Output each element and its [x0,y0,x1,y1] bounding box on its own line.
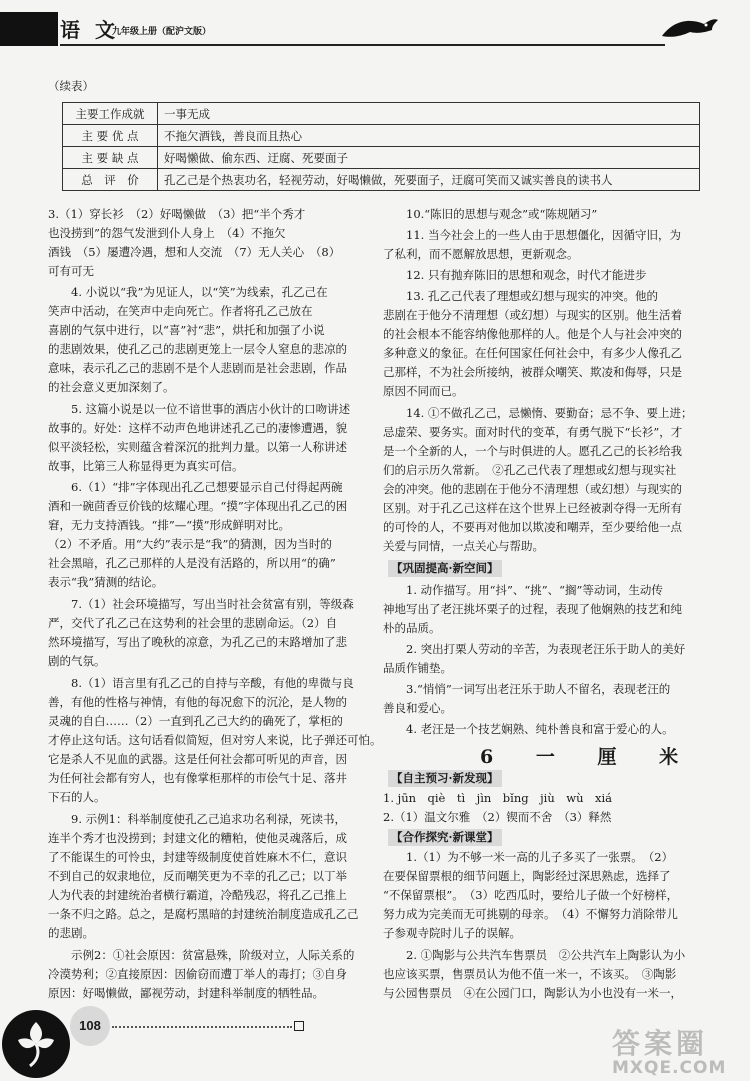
footer-square-icon [294,1021,304,1031]
answer-line: 8.（1）语言里有孔乙己的自持与辛酸，有他的卑微与良 [48,676,354,690]
answer-line: 2. ①陶影与公共汽车售票员 ②公共汽车上陶影认为小 [383,948,686,962]
answer-line: 似平淡轻松，实则蕴含着深沉的批判力量。以第一人称讲述 [48,440,347,454]
table-label-cell: 主要工作成就 [63,103,158,125]
header-black-block [0,12,58,46]
answer-line: 悲剧在于他分不清理想（或幻想）与现实的区别。他生活着 [383,308,682,322]
chapter-title: 6 一 厘 米 [480,746,697,768]
answer-line: 们的启示历久常新。 ②孔乙己代表了理想或幻想与现实社 [383,463,677,477]
table-value-cell: 不拖欠酒钱，善良而且热心 [158,125,700,147]
subject-title: 语 文 [60,18,119,42]
answer-line: “不保留票根”。 （3）吃西瓜时，要给儿子做一个好榜样， [383,888,679,902]
answer-line: 了私利，而不愿解放思想，更新观念。 [383,247,579,261]
table-label-cell: 总 评 价 [63,169,158,191]
answer-line: 14. ①不做孔乙己，忌懒惰、要勤奋；忌不争、要上进； [383,406,693,420]
answer-line: 努力成为完美而无可挑剔的母亲。 （4）不懈努力消除带儿 [383,907,678,921]
answer-line: 关爱与同情，一点关心与帮助。 [383,539,544,553]
answer-line: 3.“悄悄”一词写出老汪乐于助人不留名，表现老汪的 [383,682,671,696]
table-label-cell: 主 要 优 点 [63,125,158,147]
answer-line: 子参观寺院时儿子的误解。 [383,926,521,940]
header-rule [60,44,665,46]
answer-line: 善，有他的性格与神情，有他的每况愈下的沉沦，是人物的 [48,695,347,709]
continued-label: （续表） [48,79,94,93]
answer-line: 善良和爱心。 [383,701,452,715]
table-value-cell: 孔乙己是个热衷功名，轻视劳动，好喝懒做，死要面子，迂腐可笑而又诚实善良的读书人 [158,169,700,191]
answer-line: 9. 示例1：科举制度使孔乙己追求功名利禄，死读书， [48,812,346,826]
answer-line: 与公园售票员 ④在公园门口，陶影认为小也没有一米一， [383,986,682,1000]
evaluation-table [62,102,700,191]
table-row [63,169,700,191]
answer-line: 的社会意义更加深刻了。 [48,380,175,394]
answer-line: 品质作铺垫。 [383,661,452,675]
answer-line: 示例2：①社会原因：贫富悬殊，阶级对立，人际关系的 [48,948,355,962]
answer-line: 可有可无 [48,264,94,278]
answer-line: 也没捞到”的怨气发泄到仆人身上 （4）不拖欠 [48,226,286,240]
answer-line: 会的冲突。他的悲剧在于他分不清理想（或幻想）与现实的 [383,482,682,496]
answer-line: 故事，比第三人称显得更为真实可信。 [48,459,244,473]
answer-line: 笑声中活动，在笑声中走向死亡。作者将孔乙己放在 [48,304,313,318]
answer-line: 区别。对于孔乙己这样在这个世界上已经被剥夺得一无所有 [383,501,682,515]
footer-dotted-rule [112,1026,292,1028]
answer-line: 了不能谋生的可怜虫，封建等级制度使首姓麻木不仁，意识 [48,850,347,864]
answer-line: 窘，无力支持酒钱。“排”—“摸”形成鲜明对比。 [48,518,291,532]
flower-decoration-icon [0,1000,80,1081]
answer-line: 酒钱 （5）屡遭冷遇，想和人交流 （7）无人关心 （8） [48,245,341,259]
answer-line: 也应该买票，售票员认为他不值一米一，不该买。 ③陶影 [383,967,677,981]
section-heading: 【巩固提高·新空间】 [388,560,502,577]
answer-line: 然环境描写，写出了晚秋的凉意，为孔乙己的末路增加了悲 [48,635,347,649]
answer-line: 12. 只有抛弃陈旧的思想和观念，时代才能进步 [383,268,647,282]
answer-line: 忌虚荣、要务实。面对时代的变革，有勇气脱下“长衫”，才 [383,425,683,439]
answer-line: 它是杀人不见血的武器。这是任何社会都可听见的声音，因 [48,752,347,766]
table-value-cell: 一事无成 [158,103,700,125]
answer-line: 不到自己的奴隶地位，反而嘲笑更为不幸的孔乙己；以丁举 [48,869,347,883]
answer-line: 社会黑暗，孔乙己那样的人是没有活路的，所以用“的确” [48,556,336,570]
answer-line: 4. 老汪是一个技艺娴熟、纯朴善良和富于爱心的人。 [383,722,674,736]
answer-line: 原因：好喝懒做，鄙视劳动，封建科举制度的牺牲品。 [48,986,324,1000]
answer-line: 是一个全新的人，一个与时俱进的人。愿孔乙己的长衫给我 [383,444,682,458]
answer-line: 喜剧的气氛中进行，以“喜”衬“悲”，烘托和加强了小说 [48,323,325,337]
answer-line: 灵魂的自白……（2）一直到孔乙己大约的确死了，掌柜的 [48,714,343,728]
page-header [0,0,750,58]
answer-line: 6.（1）“排”字体现出孔乙己想要显示自己付得起两碗 [48,480,343,494]
answer-line: 表示“我”猜测的结论。 [48,575,164,589]
answer-line: 故事的。好处：这样不动声色地讲述孔乙己的凄惨遭遇，貌 [48,421,347,435]
answer-line: 下石的人。 [48,790,106,804]
answer-line: 己那样，不为社会所接纳，被群众嘲笑、欺凌和侮辱，只是 [383,365,682,379]
pinyin-line: 1. jūn qiè tì jìn bǐng jiù wù xiá [383,791,613,805]
table-value-cell: 好喝懒做、偷东西、迂腐、死要面子 [158,147,700,169]
answer-line: 一条不归之路。总之，是腐朽黑暗的封建统治制度造成孔乙己 [48,907,359,921]
answer-line: 原因不同而已。 [383,384,464,398]
answer-line: 2. 突出打栗人劳动的辛苦，为表现老汪乐于助人的美好 [383,642,686,656]
table-label-cell: 主 要 缺 点 [63,147,158,169]
answer-line: 严，交代了孔乙己在这势利的社会里的悲剧命运。（2）自 [48,616,338,630]
grade-label: 九年级上册（配沪文版） [112,27,212,37]
answer-line: 意味，表示孔乙己的悲剧不是个人悲剧而是社会悲剧，作品 [48,361,347,375]
answer-line: 3.（1）穿长衫 （2）好喝懒做 （3）把“半个秀才 [48,207,306,221]
page-number: 108 [70,1006,110,1046]
section-heading: 【自主预习·新发现】 [388,770,502,787]
answer-line: 11. 当今社会上的一些人由于思想僵化，因循守旧，为 [383,228,681,242]
answer-line: 朴的品质。 [383,621,441,635]
answer-line: 1. 动作描写。用“抖”、“挑”、“搁”等动词，生动传 [383,583,663,597]
answer-line: 冷漠势利；②直接原因：因偷窃而遭丁举人的毒打；③自身 [48,967,347,981]
table-row [63,103,700,125]
answer-line: 7.（1）社会环境描写，写出当时社会贫富有别，等级森 [48,597,354,611]
answer-line: 神地写出了老汪挑坏栗子的过程，表现了他娴熟的技艺和纯 [383,602,682,616]
answer-line: 为任何社会都有穷人，也有像掌柜那样的市侩气十足、落井 [48,771,347,785]
answer-line: 的社会根本不能容纳像他那样的人。他是个人与社会冲突的 [383,327,682,341]
answer-line: 的可怜的人，不要再对他加以欺凌和嘲弄，至少要给他一点 [383,520,682,534]
answer-line: 10.“陈旧的思想与观念”或“陈规陋习” [383,207,598,221]
answer-line: 13. 孔乙己代表了理想或幻想与现实的冲突。他的 [383,289,658,303]
answer-line: 5. 这篇小说是以一位不谙世事的酒店小伙计的口吻讲述 [48,402,351,416]
answer-line: 酒和一碗茴香豆价钱的炫耀心理。“摸”字体现出孔乙己的困 [48,499,348,513]
answer-line: （2）不矛盾。用“大约”表示是“我”的猜测，因为当时的 [48,537,332,551]
answer-line: 连半个秀才也没捞到；封建文化的糟粕，使他灵魂落后，成 [48,831,347,845]
table-row [63,125,700,147]
answer-line: 剧的气氛。 [48,654,106,668]
answer-line: 人为代表的封建统治者横行霸道，冷酷残忍，将孔乙己推上 [48,888,347,902]
answer-line: 的悲剧。 [48,926,94,940]
section-heading: 【合作探究·新课堂】 [388,829,502,846]
answer-line: 多种意义的象征。在任何国家任何社会中，有多少人像孔乙 [383,346,682,360]
answer-line: 在要保留票根的细节问题上，陶影经过深思熟虑，选择了 [383,869,671,883]
answer-line: 4. 小说以“我”为见证人，以“笑”为线索，孔乙己在 [48,285,328,299]
answer-line: 才停止这句话。这句话看似简短，但对穷人来说，比子弹还可怕。 [48,733,382,747]
watermark [612,1022,726,1078]
table-row [63,147,700,169]
watermark-line1: 答案圈 [612,1027,709,1060]
answer-line: 2.（1）温文尔雅 （2）锲而不舍 （3）释然 [383,810,612,824]
watermark-line2: MXQE.COM [612,1058,727,1078]
dolphin-logo-icon [660,10,720,46]
answer-line: 1.（1）为不够一米一高的儿子多买了一张票。 （2） [383,850,674,864]
answer-line: 的悲剧效果，使孔乙己的悲剧更笼上一层令人窒息的悲凉的 [48,342,347,356]
